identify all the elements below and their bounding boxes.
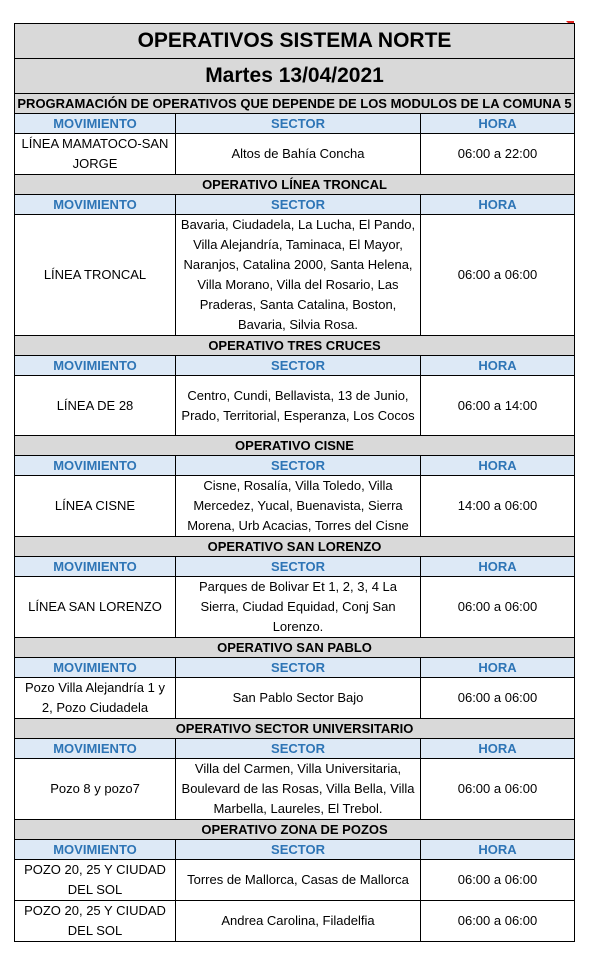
cell-sector: San Pablo Sector Bajo: [176, 678, 421, 719]
column-header-row: [15, 456, 575, 476]
section-heading: OPERATIVO SAN LORENZO: [15, 537, 575, 557]
column-header-row: [15, 195, 575, 215]
column-header-sector: SECTOR: [176, 195, 421, 215]
cell-movimiento: LÍNEA SAN LORENZO: [15, 577, 176, 638]
cell-hora: 06:00 a 06:00: [421, 860, 575, 901]
cell-hora: 06:00 a 06:00: [421, 215, 575, 336]
cell-hora: 06:00 a 06:00: [421, 577, 575, 638]
column-header-sector: SECTOR: [176, 840, 421, 860]
cell-movimiento: LÍNEA MAMATOCO-SAN JORGE: [15, 134, 176, 175]
cell-hora: 06:00 a 06:00: [421, 901, 575, 942]
cell-sector: Altos de Bahía Concha: [176, 134, 421, 175]
cell-sector: Cisne, Rosalía, Villa Toledo, Villa Mercedez, Yucal, Buenavista, Sierra Morena, Urb Acacias, Torres del Cisne: [176, 476, 421, 537]
column-header-sector: SECTOR: [176, 557, 421, 577]
column-header-hora: HORA: [421, 114, 575, 134]
section-heading-row: [15, 94, 575, 114]
section-heading-row: [15, 537, 575, 557]
column-header-hora: HORA: [421, 557, 575, 577]
column-header-row: [15, 356, 575, 376]
schedule-sheet: [14, 23, 574, 942]
column-header-movimiento: MOVIMIENTO: [15, 739, 176, 759]
section-heading-row: [15, 436, 575, 456]
column-header-row: [15, 840, 575, 860]
cell-sector: Torres de Mallorca, Casas de Mallorca: [176, 860, 421, 901]
section-heading-row: [15, 820, 575, 840]
section-heading-row: [15, 175, 575, 195]
table-row: [15, 759, 575, 820]
operativos-table: [14, 23, 575, 942]
column-header-movimiento: MOVIMIENTO: [15, 356, 176, 376]
cell-movimiento: Pozo Villa Alejandría 1 y 2, Pozo Ciudadela: [15, 678, 176, 719]
cell-movimiento: POZO 20, 25 Y CIUDAD DEL SOL: [15, 901, 176, 942]
cell-movimiento: LÍNEA DE 28: [15, 376, 176, 436]
section-heading: OPERATIVO ZONA DE POZOS: [15, 820, 575, 840]
table-row: [15, 215, 575, 336]
section-heading: PROGRAMACIÓN DE OPERATIVOS QUE DEPENDE DE LOS MODULOS DE LA COMUNA 5: [15, 94, 575, 114]
table-row: [15, 134, 575, 175]
page-title: OPERATIVOS SISTEMA NORTE: [15, 24, 575, 59]
cell-hora: 06:00 a 06:00: [421, 759, 575, 820]
column-header-sector: SECTOR: [176, 114, 421, 134]
cell-hora: 06:00 a 22:00: [421, 134, 575, 175]
column-header-hora: HORA: [421, 356, 575, 376]
title-row: [15, 24, 575, 59]
table-row: [15, 860, 575, 901]
table-row: [15, 678, 575, 719]
section-heading: OPERATIVO SAN PABLO: [15, 638, 575, 658]
column-header-row: [15, 658, 575, 678]
section-heading: OPERATIVO SECTOR UNIVERSITARIO: [15, 719, 575, 739]
cell-movimiento: POZO 20, 25 Y CIUDAD DEL SOL: [15, 860, 176, 901]
cell-hora: 06:00 a 06:00: [421, 678, 575, 719]
column-header-hora: HORA: [421, 840, 575, 860]
column-header-movimiento: MOVIMIENTO: [15, 658, 176, 678]
column-header-movimiento: MOVIMIENTO: [15, 456, 176, 476]
column-header-sector: SECTOR: [176, 739, 421, 759]
cell-hora: 06:00 a 14:00: [421, 376, 575, 436]
column-header-hora: HORA: [421, 456, 575, 476]
column-header-movimiento: MOVIMIENTO: [15, 840, 176, 860]
column-header-row: [15, 557, 575, 577]
section-heading-row: [15, 638, 575, 658]
cell-movimiento: Pozo 8 y pozo7: [15, 759, 176, 820]
section-heading: OPERATIVO CISNE: [15, 436, 575, 456]
column-header-movimiento: MOVIMIENTO: [15, 195, 176, 215]
cell-movimiento: LÍNEA CISNE: [15, 476, 176, 537]
section-heading: OPERATIVO LÍNEA TRONCAL: [15, 175, 575, 195]
cell-hora: 14:00 a 06:00: [421, 476, 575, 537]
section-heading-row: [15, 336, 575, 356]
page-date: Martes 13/04/2021: [15, 59, 575, 94]
column-header-row: [15, 739, 575, 759]
section-heading-row: [15, 719, 575, 739]
cell-sector: Bavaria, Ciudadela, La Lucha, El Pando, Villa Alejandría, Taminaca, El Mayor, Naranjos, Catalina 2000, Santa Helena, Villa Morano, Villa del Rosario, Las Praderas, Santa Catalina, Boston, Bavaria, Silvia Rosa.: [176, 215, 421, 336]
cell-sector: Villa del Carmen, Villa Universitaria, Boulevard de las Rosas, Villa Bella, Villa Marbella, Laureles, El Trebol.: [176, 759, 421, 820]
column-header-hora: HORA: [421, 739, 575, 759]
column-header-sector: SECTOR: [176, 456, 421, 476]
cell-movimiento: LÍNEA TRONCAL: [15, 215, 176, 336]
column-header-movimiento: MOVIMIENTO: [15, 114, 176, 134]
table-row: [15, 901, 575, 942]
column-header-movimiento: MOVIMIENTO: [15, 557, 176, 577]
cell-sector: Andrea Carolina, Filadelfia: [176, 901, 421, 942]
cell-sector: Centro, Cundi, Bellavista, 13 de Junio, Prado, Territorial, Esperanza, Los Cocos: [176, 376, 421, 436]
column-header-hora: HORA: [421, 195, 575, 215]
table-row: [15, 376, 575, 436]
column-header-hora: HORA: [421, 658, 575, 678]
cell-sector: Parques de Bolivar Et 1, 2, 3, 4 La Sierra, Ciudad Equidad, Conj San Lorenzo.: [176, 577, 421, 638]
column-header-row: [15, 114, 575, 134]
table-row: [15, 476, 575, 537]
table-row: [15, 577, 575, 638]
section-heading: OPERATIVO TRES CRUCES: [15, 336, 575, 356]
date-row: [15, 59, 575, 94]
column-header-sector: SECTOR: [176, 356, 421, 376]
column-header-sector: SECTOR: [176, 658, 421, 678]
